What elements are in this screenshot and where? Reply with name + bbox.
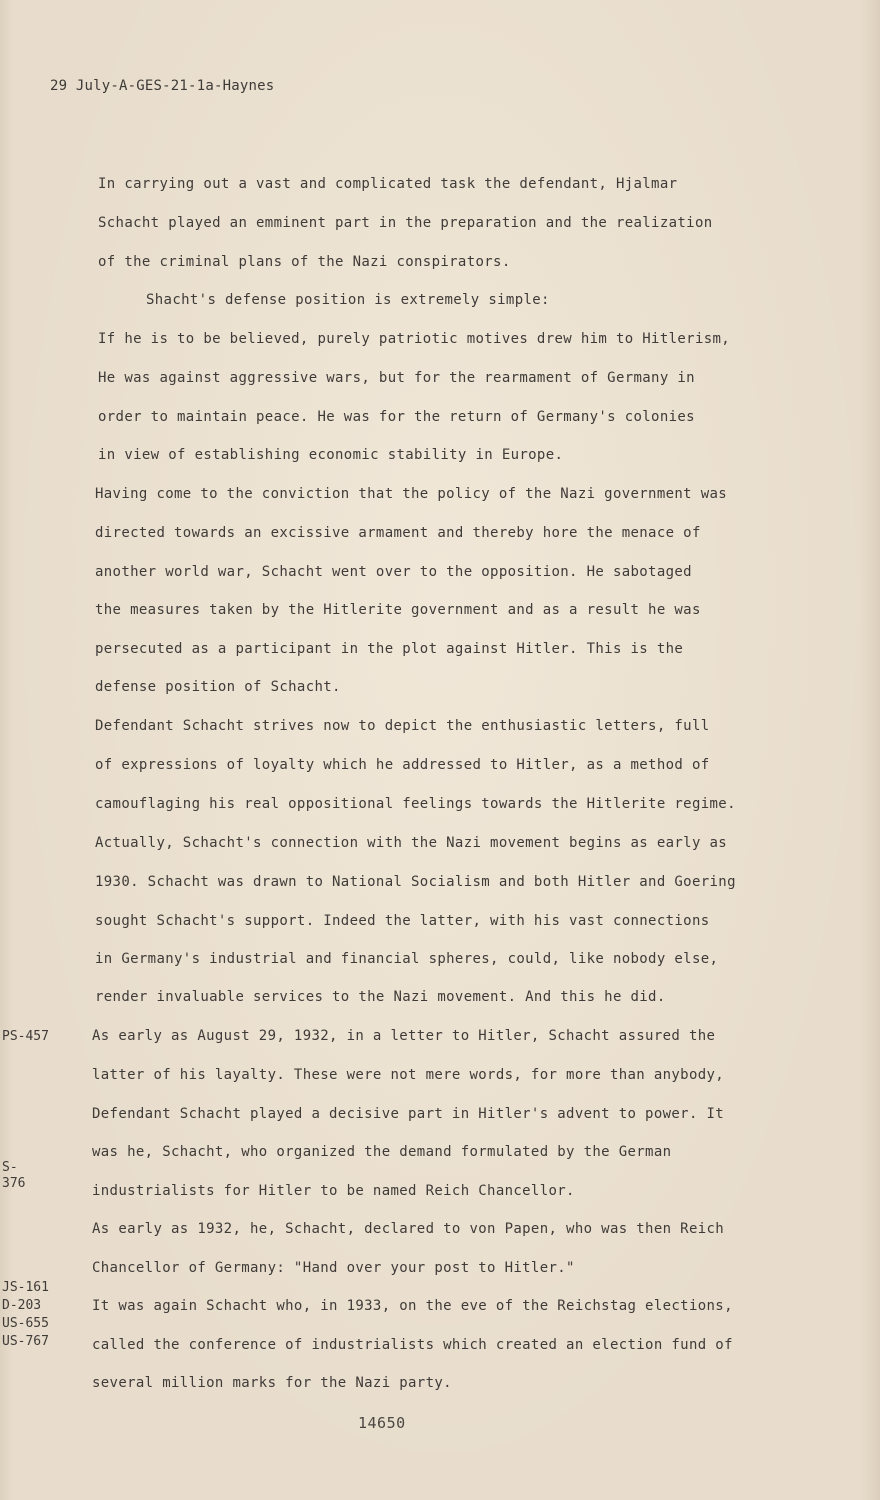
text-line: Shacht's defense position is extremely simple: [146, 292, 550, 308]
text-line: the measures taken by the Hitlerite government and as a result he was [95, 602, 701, 618]
text-line: He was against aggressive wars, but for the rearmament of Germany in [98, 370, 695, 386]
text-line: 1930. Schacht was drawn to National Socialism and both Hitler and Goering [95, 874, 736, 890]
text-line: directed towards an excissive armament and thereby hore the menace of [95, 525, 701, 541]
text-line: Having come to the conviction that the policy of the Nazi government was [95, 486, 728, 502]
text-line: Schacht played an emminent part in the preparation and the realization [98, 215, 713, 231]
page-number: 14650 [358, 1414, 406, 1432]
margin-note-document-ref: PS-457 [2, 1029, 49, 1044]
margin-note-document-ref: 376 [2, 1176, 26, 1191]
text-line: industrialists for Hitler to be named Reich Chancellor. [92, 1183, 575, 1199]
text-line: Defendant Schacht played a decisive part in Hitler's advent to power. It [92, 1106, 725, 1122]
text-line: in Germany's industrial and financial spheres, could, like nobody else, [95, 951, 719, 967]
text-line: If he is to be believed, purely patriotic motives drew him to Hitlerism, [98, 331, 731, 347]
text-line: It was again Schacht who, in 1933, on the eve of the Reichstag elections, [92, 1298, 733, 1314]
text-line: Chancellor of Germany: "Hand over your post to Hitler." [92, 1260, 575, 1276]
text-line: several million marks for the Nazi party. [92, 1375, 452, 1391]
text-line: Actually, Schacht's connection with the Nazi movement begins as early as [95, 835, 728, 851]
text-line: order to maintain peace. He was for the return of Germany's colonies [98, 409, 695, 425]
text-line: camouflaging his real oppositional feelings towards the Hitlerite regime. [95, 796, 736, 812]
margin-note-document-ref: S- [2, 1160, 18, 1175]
text-line: In carrying out a vast and complicated task the defendant, Hjalmar [98, 176, 678, 192]
text-line: in view of establishing economic stability in Europe. [98, 447, 564, 463]
margin-note-document-ref: JS-161 [2, 1280, 49, 1295]
text-line: another world war, Schacht went over to the opposition. He sabotaged [95, 564, 692, 580]
text-line: persecuted as a participant in the plot against Hitler. This is the [95, 641, 684, 657]
text-line: Defendant Schacht strives now to depict the enthusiastic letters, full [95, 718, 710, 734]
text-line: defense position of Schacht. [95, 679, 341, 695]
document-header: 29 July-A-GES-21-1a-Haynes [50, 78, 275, 94]
text-line: called the conference of industrialists which created an election fund of [92, 1337, 733, 1353]
text-line: latter of his layalty. These were not mere words, for more than anybody, [92, 1067, 725, 1083]
margin-note-document-ref: D-203 [2, 1298, 42, 1313]
text-line: sought Schacht's support. Indeed the latter, with his vast connections [95, 913, 710, 929]
text-line: was he, Schacht, who organized the demand formulated by the German [92, 1144, 672, 1160]
margin-note-document-ref: US-767 [2, 1334, 49, 1349]
text-line: render invaluable services to the Nazi movement. And this he did. [95, 989, 666, 1005]
margin-note-document-ref: US-655 [2, 1316, 49, 1331]
text-line: As early as August 29, 1932, in a letter to Hitler, Schacht assured the [92, 1028, 716, 1044]
text-line: of the criminal plans of the Nazi conspirators. [98, 254, 511, 270]
text-line: of expressions of loyalty which he addressed to Hitler, as a method of [95, 757, 710, 773]
text-line: As early as 1932, he, Schacht, declared to von Papen, who was then Reich [92, 1221, 725, 1237]
